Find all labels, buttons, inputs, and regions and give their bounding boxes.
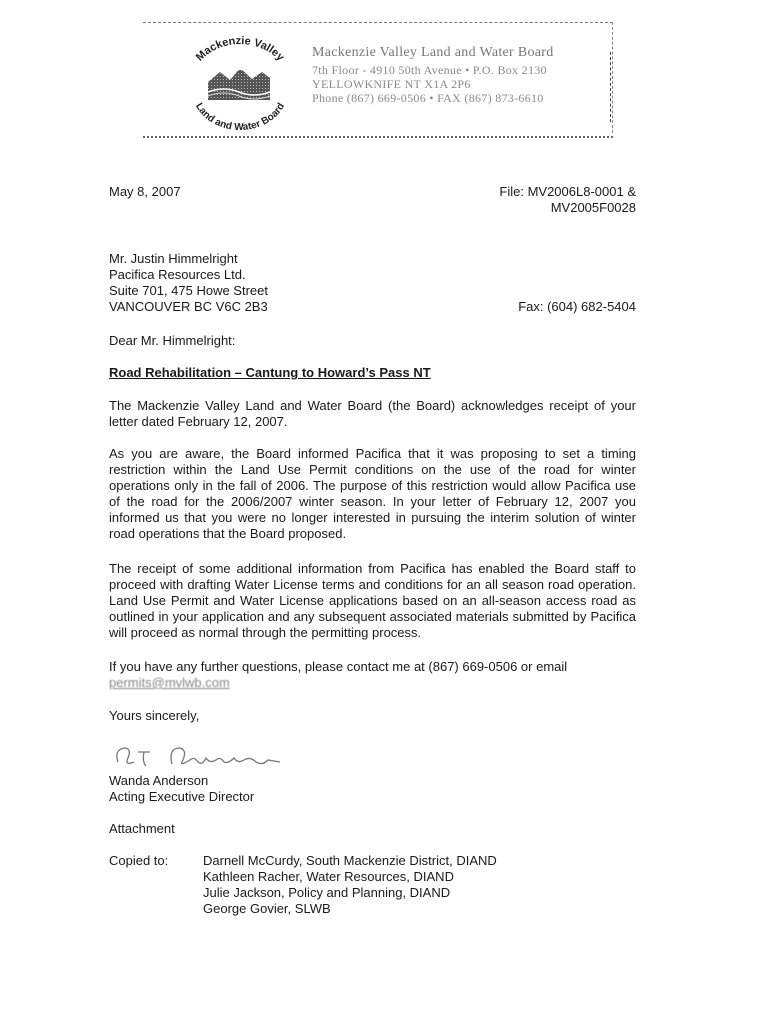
copied-to-item: George Govier, SLWB bbox=[203, 901, 331, 916]
copied-to-item: Julie Jackson, Policy and Planning, DIAND bbox=[203, 885, 451, 900]
copied-to-label: Copied to: bbox=[109, 853, 169, 868]
signatory-name: Wanda Anderson bbox=[109, 773, 209, 788]
file-ref-line1: File: MV2006L8-0001 & bbox=[499, 184, 636, 199]
svg-text:Land and Water Board bbox=[193, 101, 287, 133]
recipient-name: Mr. Justin Himmelright bbox=[109, 251, 238, 266]
copied-to-item: Darnell McCurdy, South Mackenzie District, DIAND bbox=[203, 853, 497, 868]
signatory-title: Acting Executive Director bbox=[109, 789, 255, 804]
closing: Yours sincerely, bbox=[109, 708, 200, 723]
email-link[interactable]: permits@mvlwb.com bbox=[109, 675, 230, 690]
logo-text-top: Mackenzie Valley bbox=[193, 34, 287, 64]
recipient-address2: VANCOUVER BC V6C 2B3 bbox=[109, 299, 268, 314]
salutation: Dear Mr. Himmelright: bbox=[109, 333, 236, 348]
svg-text:Mackenzie Valley bbox=[194, 35, 287, 64]
copied-to-list bbox=[203, 853, 497, 917]
body-paragraph-4 bbox=[109, 659, 636, 691]
letterhead-address-line3: Phone (867) 669-0506 • FAX (867) 873-6610 bbox=[312, 91, 544, 105]
letter-date: May 8, 2007 bbox=[109, 184, 181, 199]
file-ref-line2: MV2005F0028 bbox=[550, 200, 636, 215]
logo-landscape-emblem bbox=[208, 68, 270, 100]
letterhead-address-line1: 7th Floor - 4910 50th Avenue • P.O. Box 2130 bbox=[312, 63, 547, 77]
recipient-address1: Suite 701, 475 Howe Street bbox=[109, 283, 268, 298]
copied-to-item: Kathleen Racher, Water Resources, DIAND bbox=[203, 869, 454, 884]
letterhead-org-name: Mackenzie Valley Land and Water Board bbox=[312, 45, 554, 60]
attachment-note: Attachment bbox=[109, 821, 175, 836]
letterhead-contact bbox=[312, 44, 602, 105]
subject-line: Road Rehabilitation – Cantung to Howard’s Pass NT bbox=[109, 365, 431, 380]
recipient-fax: Fax: (604) 682-5404 bbox=[518, 299, 636, 314]
body-paragraph-2: As you are aware, the Board informed Pacifica that it was proposing to set a timing restriction within the Land Use Permit conditions on the use of the road for winter operations only in the fall of 2006. The purpose of this restriction would allow Pacifica use of the road for the 2006/2007 winter season. In your letter of February 12, 2007 you informed us that you were no longer interested in pursuing the interim solution of winter road operations that the Board proposed. bbox=[109, 446, 636, 541]
signature-image bbox=[110, 740, 290, 774]
letterhead-edge-mark bbox=[610, 52, 613, 122]
body-paragraph-1: The Mackenzie Valley Land and Water Board (the Board) acknowledges receipt of your letter dated February 12, 2007. bbox=[109, 398, 636, 429]
board-logo bbox=[178, 34, 302, 134]
contact-sentence: If you have any further questions, please contact me at (867) 669-0506 or email bbox=[109, 659, 568, 674]
logo-text-bottom: Land and Water Board bbox=[192, 101, 288, 134]
recipient-company: Pacifica Resources Ltd. bbox=[109, 267, 246, 282]
letterhead-divider bbox=[143, 136, 613, 138]
body-paragraph-3: The receipt of some additional information from Pacifica has enabled the Board staff to proceed with drafting Water License terms and conditions for an all season road operation. Land Use Permit and Water License applications based on an all-season access road as outlined in your application and any subsequent associated materials submitted by Pacifica will proceed as normal through the permitting process. bbox=[109, 561, 636, 640]
letterhead-address-line2: YELLOWKNIFE NT X1A 2P6 bbox=[312, 77, 471, 91]
